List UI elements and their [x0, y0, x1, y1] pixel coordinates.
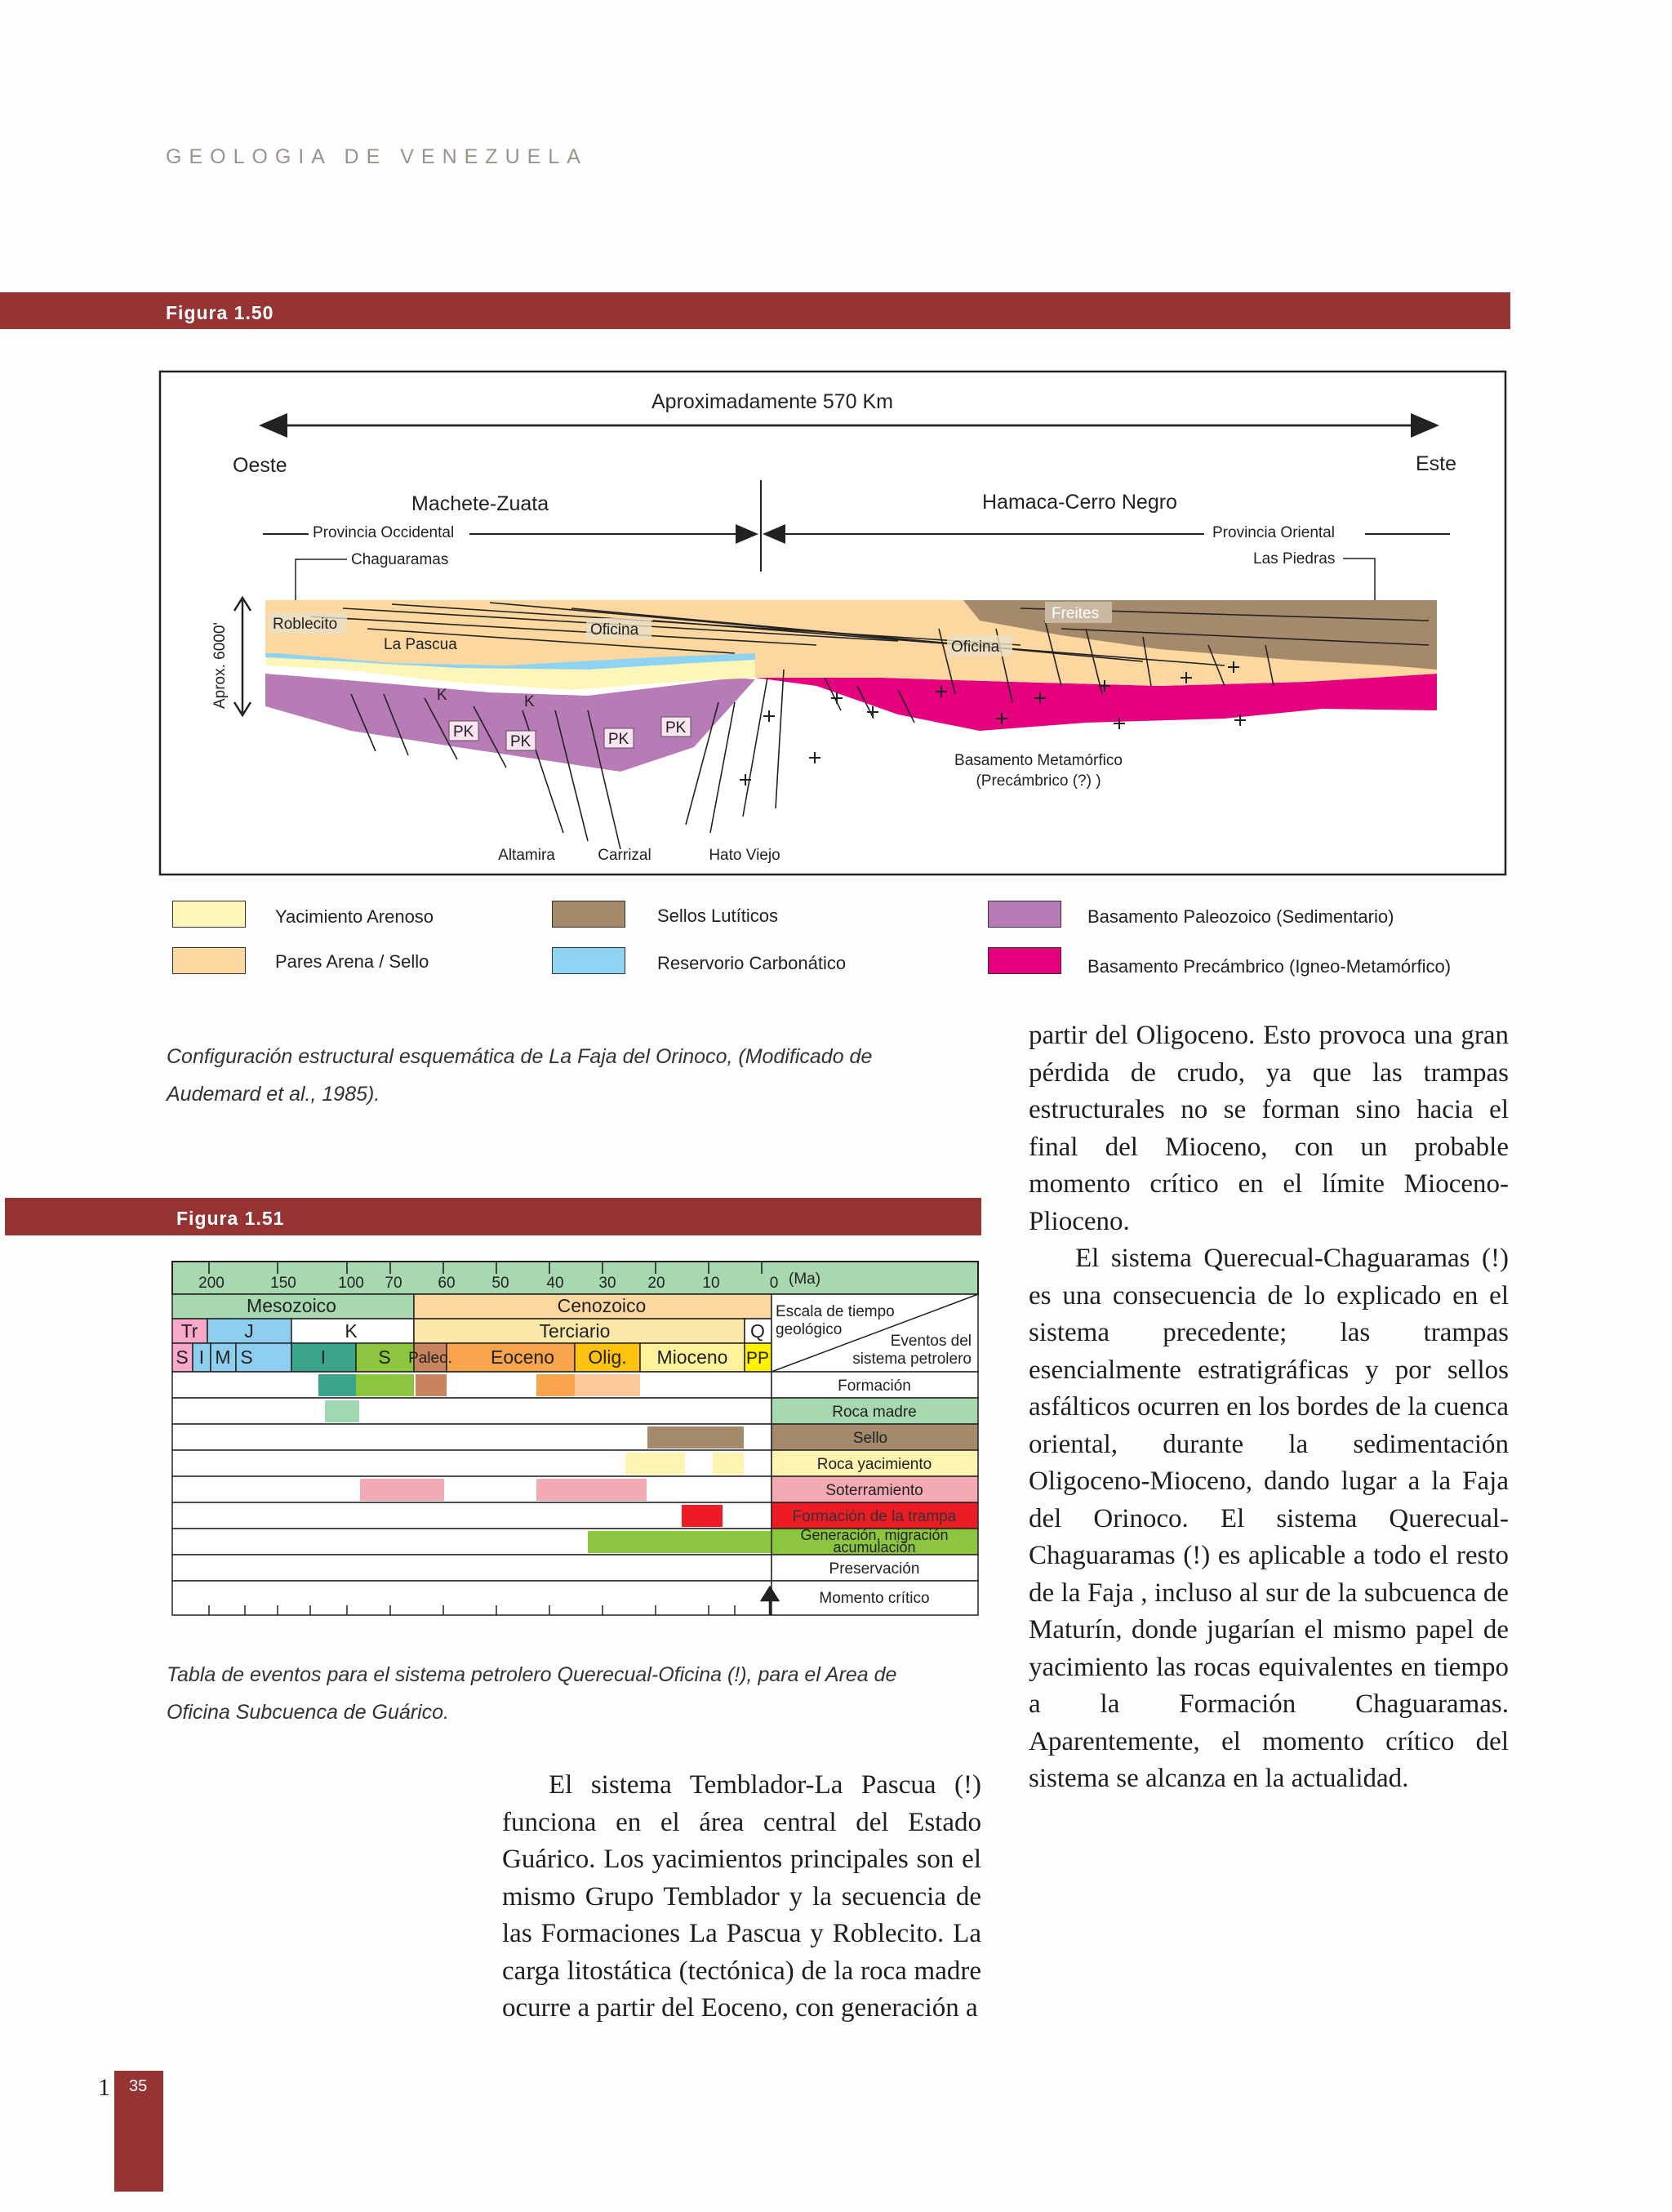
tick-label-10: 10 — [702, 1275, 720, 1292]
las-piedras-label: Las Piedras — [1253, 550, 1336, 567]
legend-label-carbonate: Reservorio Carbonático — [657, 953, 847, 973]
figure-1-51-label: Figura 1.51 — [5, 1198, 981, 1235]
running-header: GEOLOGIA DE VENEZUELA — [166, 145, 588, 168]
event-soterramiento: Soterramiento — [825, 1482, 923, 1499]
epoch-i1: I — [198, 1346, 205, 1368]
scale-label-2: geológico — [776, 1321, 843, 1338]
unit-label: (Ma) — [789, 1271, 821, 1288]
basement-label-1: Basamento Metamórfico — [954, 752, 1123, 769]
scale-label-1: Escala de tiempo — [776, 1303, 895, 1320]
era-mesozoic: Mesozoico — [247, 1295, 336, 1316]
legend-label-shale-seals: Sellos Lutíticos — [657, 906, 778, 926]
tick-label-40: 40 — [546, 1275, 564, 1292]
distance-label: Aproximadamente 570 Km — [651, 390, 893, 413]
event-formacion: Formación — [838, 1377, 911, 1395]
hato-viejo-label: Hato Viejo — [709, 847, 780, 864]
pk-label-4: PK — [665, 719, 687, 737]
basement-label-2: (Precámbrico (?) ) — [976, 772, 1101, 790]
tick-label-50: 50 — [491, 1275, 509, 1292]
tick-label-200: 200 — [198, 1275, 225, 1292]
period-terciario: Terciario — [539, 1320, 611, 1342]
event-momento-critico: Momento crítico — [819, 1590, 930, 1607]
period-k: K — [345, 1320, 358, 1342]
tick-label-20: 20 — [647, 1275, 665, 1292]
oficina-label-west: Oficina — [590, 621, 639, 639]
tick-label-150: 150 — [270, 1275, 296, 1292]
tick-label-0: 0 — [769, 1275, 779, 1292]
legend-label-sand-seal: Pares Arena / Sello — [275, 951, 429, 972]
chapter-number: 1 — [98, 2074, 110, 2101]
tick-label-70: 70 — [385, 1275, 402, 1292]
events-label-2: sistema petrolero — [852, 1351, 972, 1368]
legend-swatch-sand-reservoir — [172, 901, 246, 928]
page-number: 35 — [129, 2077, 148, 2095]
legend-swatch-paleozoic — [988, 901, 1061, 928]
la-pascua-label: La Pascua — [384, 636, 457, 653]
legend-label-sand-reservoir: Yacimiento Arenoso — [275, 906, 434, 927]
pk-label-2: PK — [510, 733, 531, 750]
epoch-eoceno: Eoceno — [490, 1346, 555, 1368]
epoch-pp: PP — [745, 1349, 770, 1368]
epoch-s1: S — [176, 1346, 189, 1368]
pk-label-3: PK — [608, 731, 629, 748]
carrizal-label: Carrizal — [598, 847, 651, 864]
event-sello: Sello — [852, 1430, 888, 1447]
paragraph-continuation: partir del Oligoceno. Esto provoca una gran pérdida de crudo, ya que las trampas estructurales no se forman sino hacia el final del Mioceno, con un probable momento crítico en el límite Mioceno-Plioceno. — [1029, 1021, 1509, 1236]
figure-1-51-caption: Tabla de eventos para el sistema petrolero Querecual-Oficina (!), para el Area de Oficina Subcuenca de Guárico. — [167, 1663, 897, 1724]
figure-1-50-caption: Configuración estructural esquemática de La Faja del Orinoco, (Modificado de Audemard et al., 1985). — [167, 1045, 873, 1106]
paragraph-querecual-chaguaramas: El sistema Querecual-Chaguaramas (!) es una consecuencia de lo explicado en el sistema precedente; las trampas esencialmente estratigráficas y por sellos asfálticos ocurren en los bordes de la cuenca oriental, durante la sedimentación Oligoceno-Mioceno, dando lugar a la Faja del Orinoco. El sistema Querecual-Chaguaramas (!) es aplicable a todo el resto de la Faja , incluso al sur de la subcuenca de Maturín, donde jugarían el mismo papel de yacimiento las rocas equivalentes en tiempo a la Formación Chaguaramas. Aparentemente, el momento crítico del sistema se alcanza en la actualidad. — [1029, 1244, 1509, 1793]
epoch-olig: Olig. — [588, 1346, 627, 1368]
figure-1-51-events-chart — [170, 1257, 981, 1625]
k-label-1: K — [437, 687, 447, 704]
tick-label-60: 60 — [438, 1275, 456, 1292]
events-label-1: Eventos del — [890, 1333, 972, 1350]
right-region-label: Hamaca-Cerro Negro — [982, 491, 1177, 514]
event-formacion-trampa: Formación de la trampa — [792, 1508, 957, 1525]
era-cenozoic: Cenozoico — [557, 1295, 647, 1316]
freites-label: Freites — [1052, 605, 1100, 622]
event-roca-yacimiento: Roca yacimiento — [816, 1456, 932, 1473]
k-label-2: K — [524, 693, 535, 710]
figure-1-50-label: Figura 1.50 — [0, 292, 1510, 329]
event-acumulacion: acumulación — [833, 1539, 916, 1556]
figure-1-50-cross-section — [158, 370, 1507, 876]
event-generacion: Generación, migración — [800, 1527, 949, 1543]
pk-label-1: PK — [453, 723, 474, 741]
left-region-label: Machete-Zuata — [411, 492, 549, 515]
period-tr: Tr — [180, 1320, 198, 1342]
depth-label: Aprox. 6000' — [211, 621, 229, 710]
tick-label-100: 100 — [338, 1275, 364, 1292]
epoch-paleo: Paleo. — [408, 1350, 452, 1367]
right-province-label: Provincia Oriental — [1212, 524, 1335, 541]
legend-swatch-sand-seal — [172, 947, 246, 974]
right-column-text — [1029, 1017, 1509, 1798]
period-q: Q — [750, 1320, 765, 1342]
left-province-label: Provincia Occidental — [313, 524, 455, 541]
oficina-label-east: Oficina — [951, 639, 1000, 656]
roblecito-label: Roblecito — [273, 616, 338, 633]
epoch-mioceno: Mioceno — [656, 1346, 728, 1368]
period-j: J — [244, 1320, 254, 1342]
legend-swatch-carbonate — [552, 947, 625, 974]
tick-label-30: 30 — [598, 1275, 616, 1292]
east-label: Este — [1416, 452, 1457, 475]
epoch-i2: I — [320, 1346, 327, 1368]
epoch-m: M — [215, 1346, 231, 1368]
legend-swatch-shale-seals — [552, 901, 625, 928]
legend-label-precambrian: Basamento Precámbrico (Igneo-Metamórfico) — [1087, 956, 1452, 977]
altamira-label: Altamira — [498, 847, 555, 864]
epoch-s2: S — [240, 1346, 253, 1368]
legend-label-paleozoic: Basamento Paleozoico (Sedimentario) — [1087, 906, 1394, 927]
legend-swatch-precambrian — [988, 947, 1061, 974]
bottom-paragraph: El sistema Temblador-La Pascua (!) funciona en el área central del Estado Guárico. Los yacimientos principales son el mismo Grupo Temblador y la secuencia de las Formaciones La Pascua y Roblecito. La carga litostática (tectónica) de la roca madre ocurre a partir del Eoceno, con generación a — [502, 1770, 981, 2023]
west-label: Oeste — [233, 454, 287, 477]
event-preservacion: Preservación — [829, 1560, 920, 1578]
epoch-s3: S — [378, 1346, 391, 1368]
event-roca-madre: Roca madre — [832, 1404, 917, 1421]
chaguaramas-label: Chaguaramas — [351, 551, 449, 568]
